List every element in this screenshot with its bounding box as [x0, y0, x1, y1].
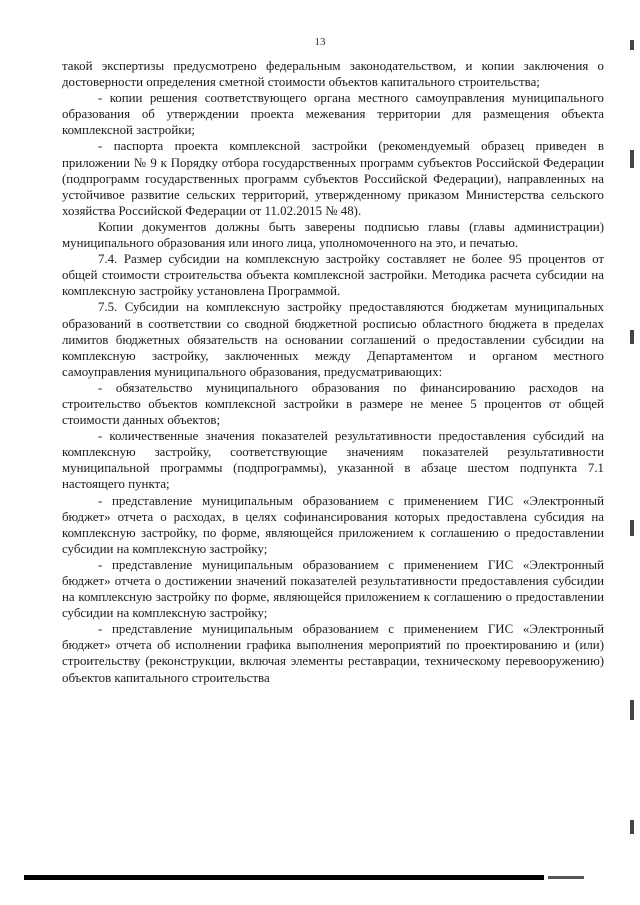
scan-edge-mark — [630, 330, 634, 344]
paragraph-project-passport: - паспорта проекта комплексной застройки (рекомендуемый образец приведен в приложении № 9 к Порядку отбора государственных программ субъектов Российской Федерации (подпрограмм государственных программ субъектов Российской Федерации), направленных на устойчивое развитие сельских территорий, утвержденному приказом Министерства сельского хозяйства Российской Федерации от 11.02.2015 № 48). — [62, 139, 604, 218]
document-body — [62, 58, 604, 686]
scan-bottom-rule — [24, 875, 544, 880]
paragraph-financing-obligation: - обязательство муниципального образования по финансированию расходов на строительство объектов комплексной застройки в размере не менее 5 процентов от общей стоимости данных объектов; — [62, 380, 604, 428]
paragraph-schedule-report: - представление муниципальным образованием с применением ГИС «Электронный бюджет» отчета об исполнении графика выполнения мероприятий по проектированию и (или) строительству (реконструкции, включая элементы реставрации, техническому перевооружению) объектов капитального строительства — [62, 622, 604, 685]
paragraph-7-5: 7.5. Субсидии на комплексную застройку предоставляются бюджетам муниципальных образований в соответствии со сводной бюджетной росписью областного бюджета в пределах лимитов бюджетных обязательств на основании соглашений о предоставлении субсидии на комплексную застройку, заключенных между Департаментом и органом местного самоуправления муниципального образования, предусматривающих: — [62, 300, 604, 379]
scan-edge-mark — [630, 820, 634, 834]
scan-edge-mark — [630, 40, 634, 50]
scan-edge-mark — [630, 520, 634, 536]
paragraph-continuation: такой экспертизы предусмотрено федеральным законодательством, и копии заключения о достоверности определения сметной стоимости объектов капитального строительства; — [62, 59, 604, 90]
paragraph-decision-copies: - копии решения соответствующего органа местного самоуправления муниципального образования об утверждении проекта межевания территории для размещения объекта комплексной застройки; — [62, 91, 604, 138]
paragraph-expense-report: - представление муниципальным образованием с применением ГИС «Электронный бюджет» отчета о расходах, в целях софинансирования которых предоставлена субсидия на комплексную застройку, по форме, являющейся приложением к соглашению о предоставлении субсидии на комплексную застройку; — [62, 493, 604, 556]
paragraph-certification: Копии документов должны быть заверены подписью главы (главы администрации) муниципального образования или иного лица, уполномоченного на это, и печатью. — [62, 219, 604, 251]
scan-edge-mark — [630, 700, 634, 720]
scan-bottom-rule-tail — [548, 876, 584, 879]
scan-edge-mark — [630, 150, 634, 168]
paragraph-results-report: - представление муниципальным образованием с применением ГИС «Электронный бюджет» отчета о достижении значений показателей результативности предоставления субсидии на комплексную застройку по форме, являющейся приложением к соглашению о предоставлении субсидии на комплексную застройку; — [62, 557, 604, 621]
page-number: 13 — [314, 36, 326, 48]
paragraph-indicators: - количественные значения показателей результативности предоставления субсидий на комплексную застройку, соответствующие значениям показателей результативности муниципальной программы (подпрограммы), указанной в абзаце шестом подпункта 7.1 настоящего пункта; — [62, 429, 604, 492]
paragraph-7-4: 7.4. Размер субсидии на комплексную застройку составляет не более 95 процентов от общей стоимости строительства объекта комплексной застройки. Методика расчета субсидии на комплексную застройку установлена Программой. — [62, 252, 604, 299]
